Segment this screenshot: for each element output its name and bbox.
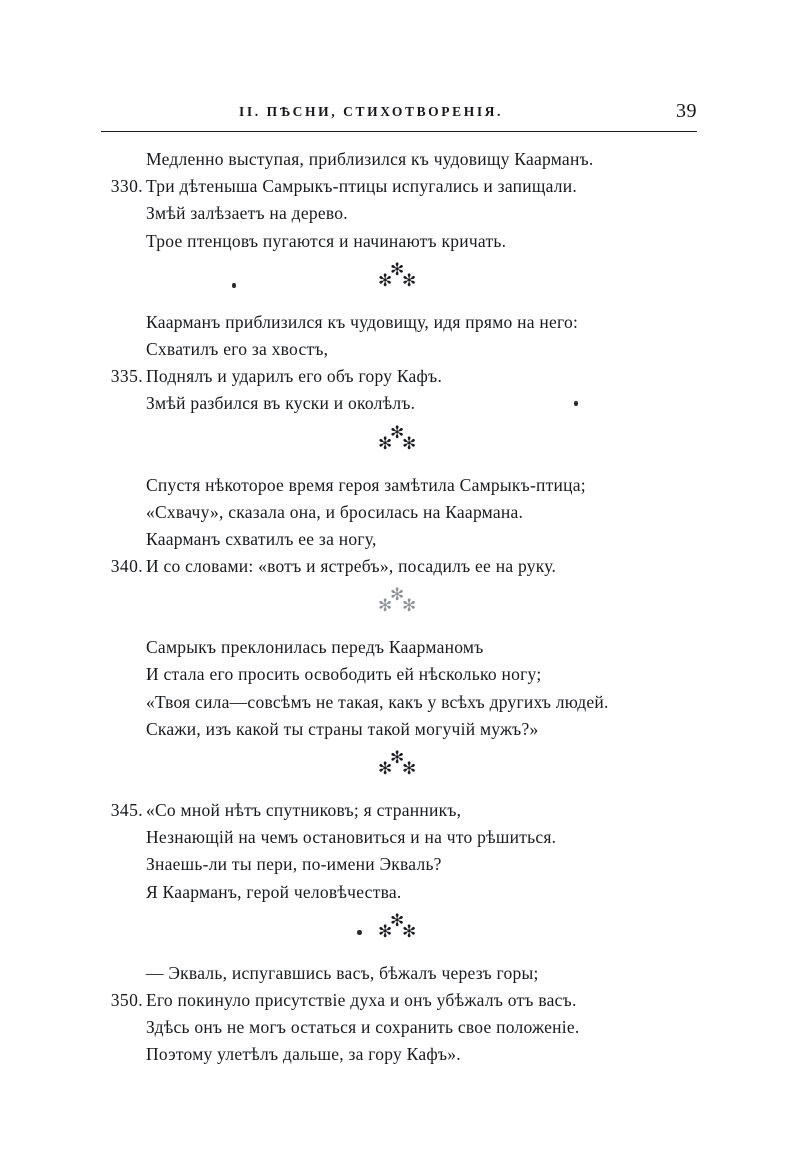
verse-line xyxy=(0,146,789,173)
asterisk-icon: ✻ xyxy=(402,433,417,453)
verse-line xyxy=(0,689,789,716)
verse-body xyxy=(0,146,789,1069)
verse-line xyxy=(0,1041,789,1068)
asterism-glyph-group xyxy=(368,912,424,952)
stanza xyxy=(0,146,789,255)
verse-line xyxy=(0,1014,789,1041)
asterism-glyph-group xyxy=(368,424,424,464)
asterisk-icon: ✻ xyxy=(390,910,405,930)
verse-line xyxy=(0,228,789,255)
running-head-title: II. ПѢСНИ, СТИХОТВОРЕНІЯ. xyxy=(238,104,504,119)
verse-line-text: «Схвачу», сказала она, и бросилась на Каармана. xyxy=(146,501,524,522)
verse-line xyxy=(0,309,789,336)
verse-line-text: Знаешь-ли ты пери, по-имени Экваль? xyxy=(146,854,442,875)
verse-line-text: И стала его просить освободить ей нѣсколько ногу; xyxy=(146,664,542,685)
verse-line-text: Скажи, изъ какой ты страны такой могучій мужъ?» xyxy=(146,718,539,739)
verse-line xyxy=(0,824,789,851)
verse-line-text: — Экваль, испугавшись васъ, бѣжалъ черезъ горы; xyxy=(146,962,539,983)
verse-line xyxy=(0,797,789,824)
asterism-glyph-group xyxy=(368,586,424,626)
verse-line xyxy=(0,879,789,906)
stanza xyxy=(0,472,789,581)
stanza xyxy=(0,797,789,906)
verse-line-number: 350. xyxy=(110,989,143,1010)
verse-line xyxy=(0,851,789,878)
verse-line-text: Незнающій на чемъ остановиться и на что рѣшиться. xyxy=(146,827,557,848)
asterism-separator xyxy=(0,743,789,797)
running-head xyxy=(101,100,697,126)
verse-line-text: И со словами: «вотъ и ястребъ», посадилъ ее на руку. xyxy=(146,556,557,577)
verse-line xyxy=(0,661,789,688)
verse-line-text: Медленно выступая, приблизился къ чудовищу Каарманъ. xyxy=(146,149,594,169)
verse-line-text: Трое птенцовъ пугаются и начинаютъ кричать. xyxy=(146,230,507,251)
verse-line xyxy=(0,173,789,200)
asterism-separator xyxy=(0,255,789,309)
verse-line xyxy=(0,390,789,417)
asterisk-icon: ✻ xyxy=(402,921,417,941)
verse-line-text: Самрыкъ преклонилась передъ Каарманомъ xyxy=(146,637,484,658)
verse-line xyxy=(0,553,789,580)
verse-line-text: «Со мной нѣтъ спутниковъ; я странникъ, xyxy=(146,800,462,820)
verse-line-text: Три дѣтеныша Самрыкъ-птицы испугались и запищали. xyxy=(146,176,577,197)
verse-line-text: Его покинуло присутствіе духа и онъ убѣжалъ отъ васъ. xyxy=(146,989,577,1010)
asterism-separator xyxy=(0,418,789,472)
asterisk-icon: ✻ xyxy=(378,759,393,778)
verse-line xyxy=(0,363,789,390)
verse-line xyxy=(0,987,789,1014)
scan-speck xyxy=(357,930,362,935)
verse-line-text: Змѣй разбился въ куски и околѣлъ. xyxy=(146,393,416,414)
asterisk-icon: ✻ xyxy=(378,270,393,290)
asterisk-icon: ✻ xyxy=(390,748,405,767)
stanza xyxy=(0,960,789,1069)
verse-line-number: 340. xyxy=(110,556,143,577)
asterism-separator xyxy=(0,906,789,960)
verse-line xyxy=(0,526,789,553)
scan-speck xyxy=(232,283,236,288)
verse-line-text: Я Каарманъ, герой человѣчества. xyxy=(146,881,402,902)
verse-line xyxy=(0,634,789,661)
verse-line xyxy=(0,716,789,743)
asterisk-icon: ✻ xyxy=(378,596,393,616)
verse-line-text: Каарманъ схватилъ ее за ногу, xyxy=(146,528,377,549)
page-number: 39 xyxy=(676,100,697,122)
verse-line xyxy=(0,499,789,526)
asterisk-icon: ✻ xyxy=(402,270,417,290)
asterisk-icon: ✻ xyxy=(402,759,417,778)
verse-line-number: 330. xyxy=(110,176,143,197)
verse-line-text: Схватилъ его за хвостъ, xyxy=(146,338,329,359)
asterisk-icon: ✻ xyxy=(390,259,405,279)
verse-line-text: Спустя нѣкоторое время героя замѣтила Самрыкъ-птица; xyxy=(146,474,586,495)
asterisk-icon: ✻ xyxy=(390,585,405,605)
asterisk-icon: ✻ xyxy=(378,921,393,941)
verse-line-text: Здѣсь онъ не могъ остаться и сохранить свое положеніе. xyxy=(146,1017,580,1038)
stanza xyxy=(0,309,789,418)
asterism-separator xyxy=(0,580,789,634)
verse-line-number: 345. xyxy=(110,800,143,820)
verse-line xyxy=(0,472,789,499)
asterisk-icon: ✻ xyxy=(390,422,405,442)
asterisk-icon: ✻ xyxy=(378,433,393,453)
verse-line-number: 335. xyxy=(110,366,143,387)
verse-line-text: Поднялъ и ударилъ его объ гору Кафъ. xyxy=(146,366,443,387)
verse-line xyxy=(0,336,789,363)
stanza xyxy=(0,634,789,743)
verse-line xyxy=(0,200,789,227)
asterism-glyph-group xyxy=(368,749,424,789)
asterisk-icon: ✻ xyxy=(402,596,417,616)
verse-line-text: Змѣй залѣзаетъ на дерево. xyxy=(146,203,348,224)
verse-line-text: Поэтому улетѣлъ дальше, за гору Кафъ». xyxy=(146,1044,461,1065)
asterism-glyph-group xyxy=(368,261,424,301)
header-rule xyxy=(101,131,697,132)
scan-speck xyxy=(574,401,578,406)
verse-line-text: Каарманъ приблизился къ чудовищу, идя прямо на него: xyxy=(146,311,579,332)
verse-line xyxy=(0,960,789,987)
verse-line-text: «Твоя сила—совсѣмъ не такая, какъ у всѣхъ другихъ людей. xyxy=(146,691,609,712)
